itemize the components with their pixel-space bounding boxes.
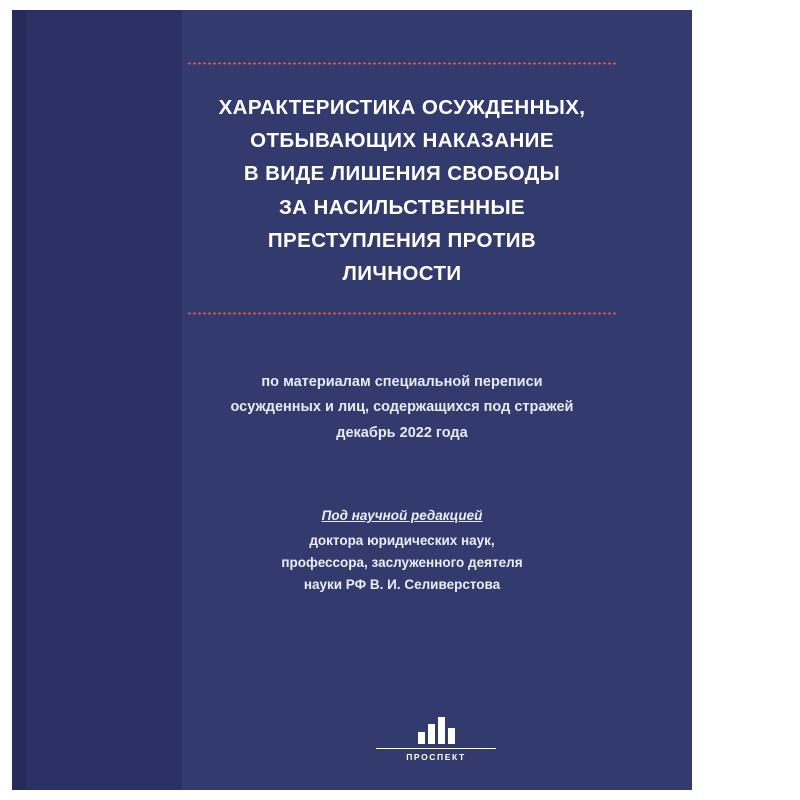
bar-chart-logo-icon xyxy=(414,714,458,744)
book-cover xyxy=(12,10,692,790)
editor-block xyxy=(187,505,617,595)
title-line: ЛИЧНОСТИ xyxy=(342,262,462,286)
logo-bar xyxy=(448,728,455,744)
title-line: ХАРАКТЕРИСТИКА ОСУЖДЕННЫХ, xyxy=(218,96,586,119)
title-block xyxy=(187,62,617,315)
logo-bar xyxy=(438,717,445,744)
cover-spine-shading xyxy=(12,10,26,790)
subtitle-block xyxy=(187,370,617,446)
editor-name-prefix: науки РФ xyxy=(303,576,370,592)
editor-heading: Под научной редакцией xyxy=(321,508,483,523)
dotted-rule-top xyxy=(187,62,617,65)
subtitle-line: по материалам специальной переписи xyxy=(261,374,543,390)
page-title xyxy=(187,91,617,290)
editor-name-line xyxy=(187,574,617,596)
publisher-logo xyxy=(376,714,496,762)
logo-bar xyxy=(428,724,435,744)
publisher-name: ПРОСПЕКТ xyxy=(376,748,496,762)
title-line: ОТБЫВАЮЩИХ НАКАЗАНИЕ xyxy=(250,129,554,153)
subtitle-line: осужденных и лиц, содержащихся под стражей xyxy=(230,399,574,416)
subtitle-line: декабрь 2022 года xyxy=(336,424,468,441)
title-line: ПРЕСТУПЛЕНИЯ ПРОТИВ xyxy=(267,228,537,252)
editor-name: В. И. Селиверстова xyxy=(369,576,501,592)
logo-bar xyxy=(418,732,425,744)
title-line: ЗА НАСИЛЬСТВЕННЫЕ xyxy=(278,195,526,219)
editor-line: доктора юридических наук, xyxy=(309,532,495,548)
editor-line: профессора, заслуженного деятеля xyxy=(281,554,523,570)
title-line: В ВИДЕ ЛИШЕНИЯ СВОБОДЫ xyxy=(243,162,561,186)
dotted-rule-bottom xyxy=(187,312,617,315)
